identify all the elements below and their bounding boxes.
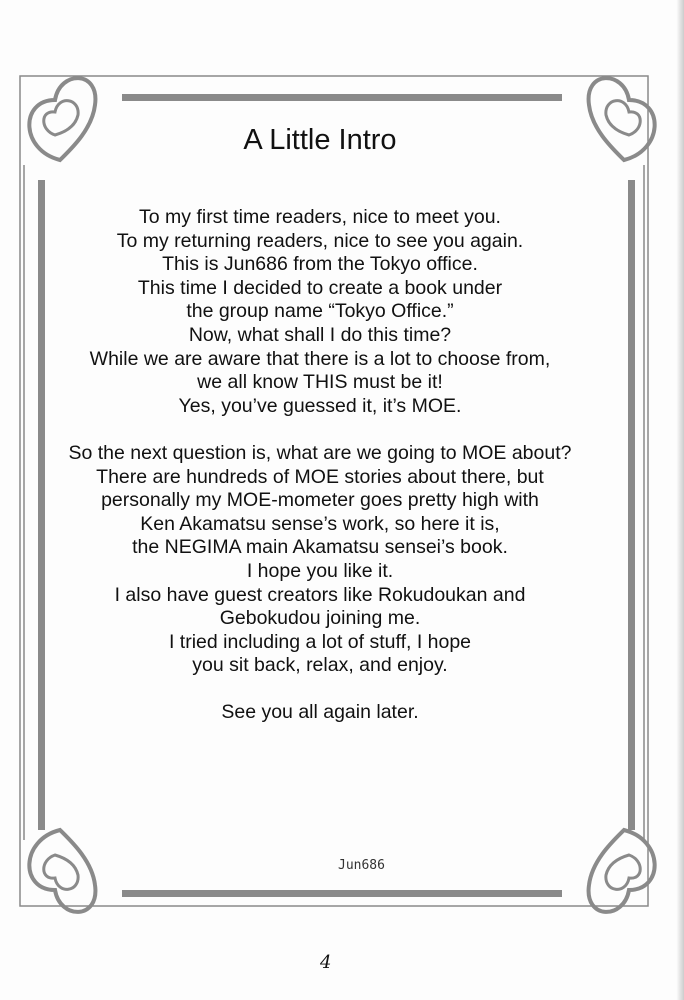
text-line: Ken Akamatsu sense’s work, so here it is,	[140, 512, 500, 535]
text-line: the group name “Tokyo Office.”	[186, 300, 454, 323]
text-line: personally my MOE-mometer goes pretty high with	[101, 489, 539, 512]
text-line: To my returning readers, nice to see you again.	[116, 229, 524, 252]
blank-line	[0, 418, 640, 442]
page-title: A Little Intro	[243, 124, 397, 156]
text-line: There are hundreds of MOE stories about there, but	[96, 465, 544, 488]
text-line: While we are aware that there is a lot to choose from,	[89, 347, 551, 370]
text-line: This time I decided to create a book under	[137, 276, 503, 299]
author-signature: Jun686	[338, 858, 385, 873]
text-line: To my first time readers, nice to meet you.	[139, 206, 501, 228]
text-line: you sit back, relax, and enjoy.	[192, 654, 448, 677]
page-number: 4	[320, 952, 332, 973]
blank-line	[0, 678, 640, 702]
text-line: This is Jun686 from the Tokyo office.	[162, 253, 478, 276]
text-line: See you all again later.	[221, 701, 419, 724]
text-line: I also have guest creators like Rokudoukan and	[114, 583, 526, 606]
text-line: I tried including a lot of stuff, I hope	[168, 630, 472, 653]
text-line: I hope you like it.	[246, 559, 394, 582]
intro-text	[0, 206, 640, 725]
text-line: So the next question is, what are we going to MOE about?	[68, 441, 572, 464]
text-line: the NEGIMA main Akamatsu sensei’s book.	[132, 536, 508, 559]
text-line: Gebokudou joining me.	[219, 607, 421, 630]
text-line: Now, what shall I do this time?	[188, 323, 452, 346]
page-edge	[676, 0, 684, 1000]
text-line: we all know THIS must be it!	[197, 371, 443, 394]
text-line: Yes, you’ve guessed it, it’s MOE.	[178, 394, 462, 417]
